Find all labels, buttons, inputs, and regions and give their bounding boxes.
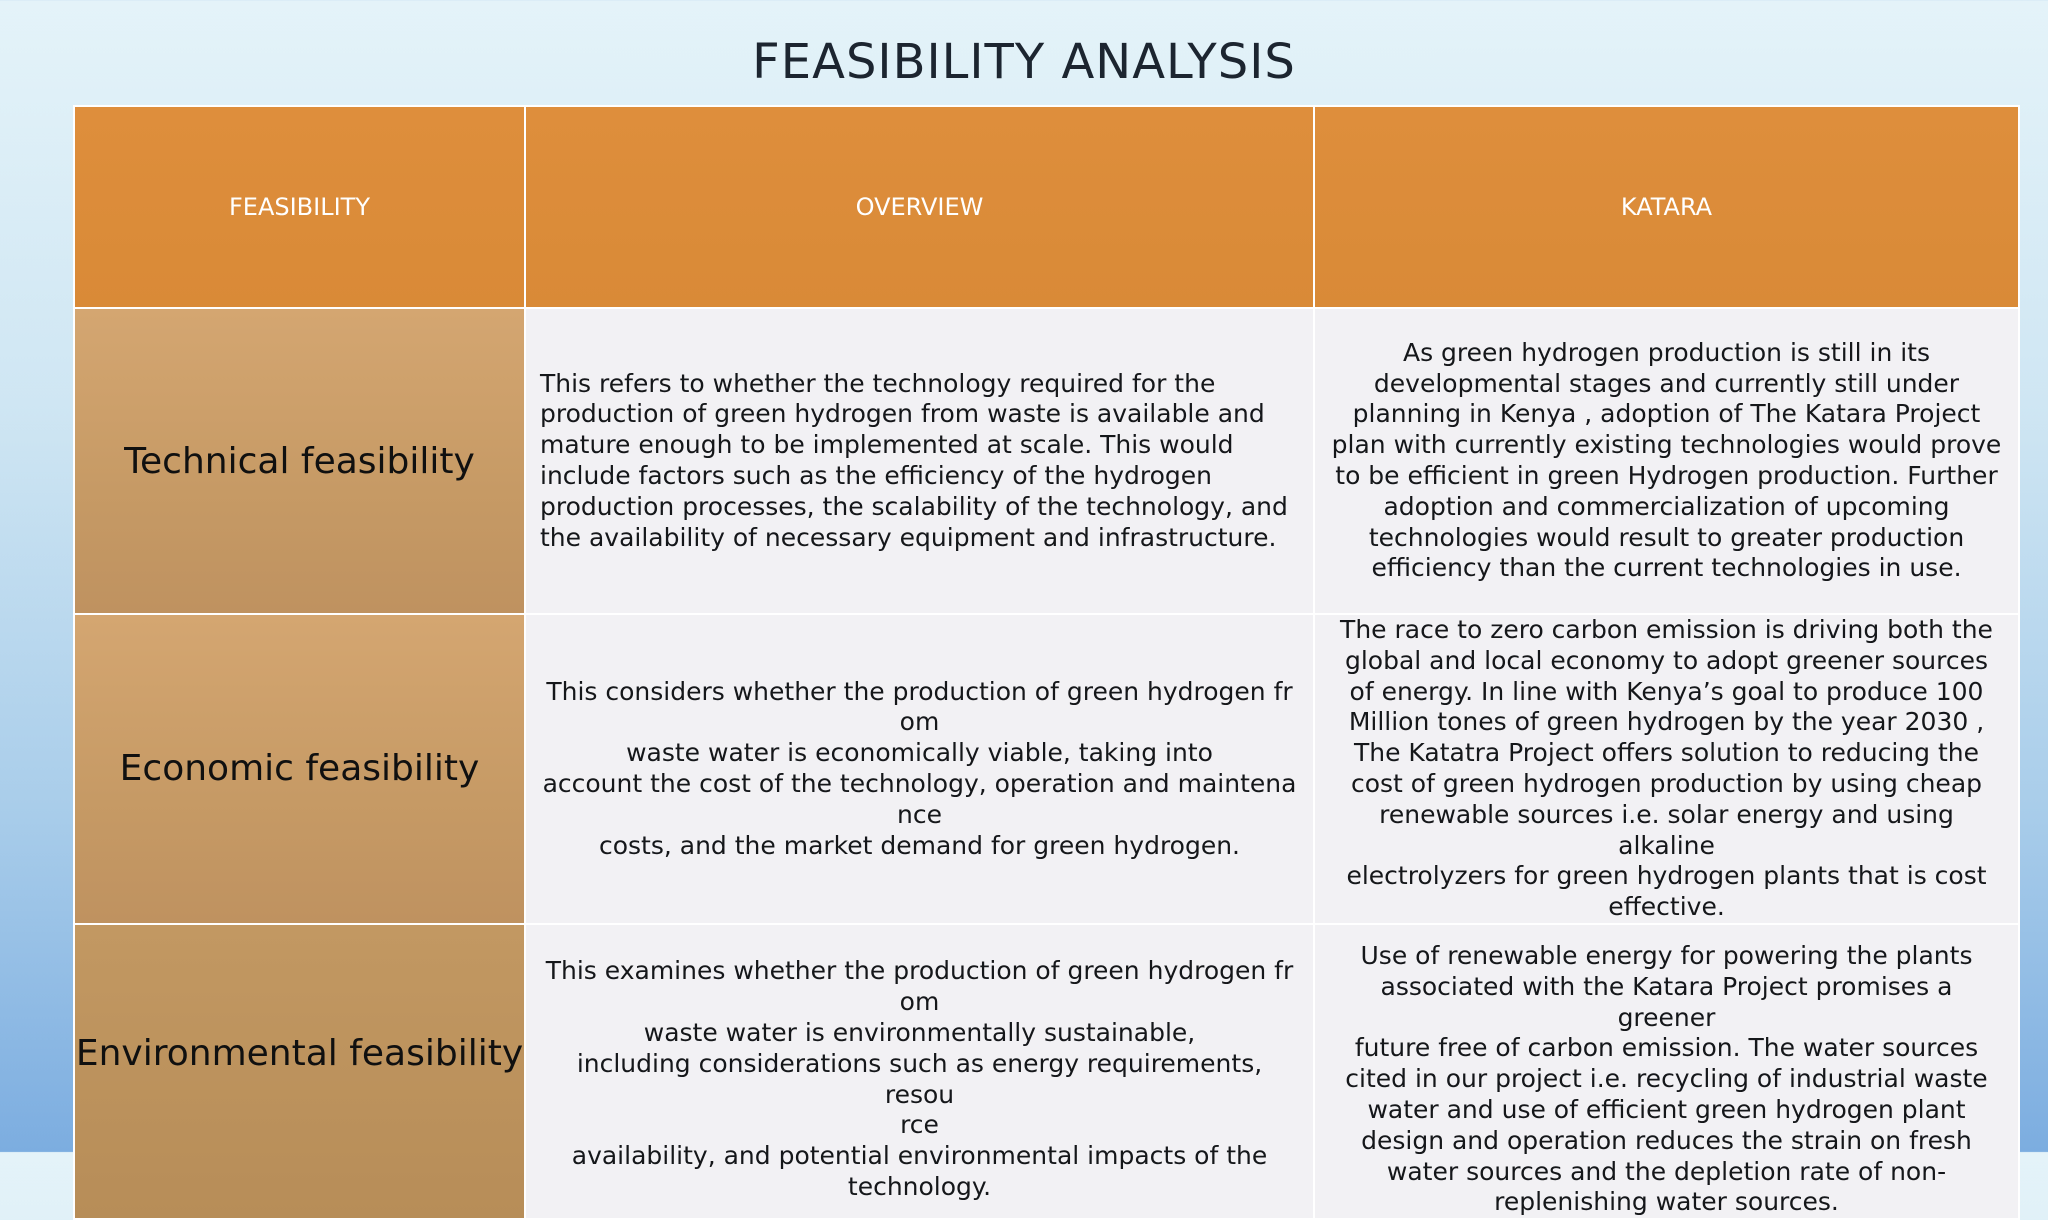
overview-text: This examines whether the production of green hydrogen fr om waste water is environmentally sustainable, including considerations such as energy requirements, resou rce availability, and potential environmental impacts of the technology. — [545, 956, 1294, 1201]
row-label-environmental — [74, 924, 525, 1219]
overview-text: This refers to whether the technology required for the production of green hydrogen from waste is available and mature enough to be implemented at scale. This would include factors such as the efficiency of the hydrogen production processes, the scalability of the technology, and the availability of necessary equipment and infrastructure. — [540, 368, 1288, 552]
table-header-row — [74, 106, 2019, 308]
feasibility-table — [73, 105, 2020, 1220]
katara-text: As green hydrogen production is still in its developmental stages and currently still under planning in Kenya , adoption of The Katara Project plan with currently existing technologies would prove to be efficient in green Hydrogen production. Further adoption and commercialization of upcoming technologies would result to greater production efficiency than the current technologies in use. — [1331, 337, 2002, 583]
katara-cell-technical — [1314, 308, 2019, 614]
overview-cell-environmental — [525, 924, 1314, 1219]
katara-text: Use of renewable energy for powering the plants associated with the Katara Project promises a greener future free of carbon emission. The water sources cited in our project i.e. recycling of industrial waste water and use of efficient green hydrogen plant design and operation reduces the strain on fresh water sources and the depletion rate of non- replenishing water sources. — [1345, 940, 1988, 1217]
katara-text: The race to zero carbon emission is driving both the global and local economy to adopt greener sources of energy. In line with Kenya’s goal to produce 100 Million tones of green hydrogen by the year 2030 , The Katatra Project offers solution to reducing the cost of green hydrogen production by using cheap renewable sources i.e. solar energy and using alkaline electrolyzers for green hydrogen plants that is cost effective. — [1340, 615, 1993, 922]
header-overview: OVERVIEW — [525, 106, 1314, 308]
katara-cell-environmental — [1314, 924, 2019, 1219]
overview-text: This considers whether the production of green hydrogen fr om waste water is economically viable, taking into account the cost of the technology, operation and maintena nce costs, and the market demand for green hydrogen. — [542, 676, 1297, 860]
row-label-text: Technical feasibility — [124, 440, 475, 482]
overview-cell-technical — [525, 308, 1314, 614]
table-row-environmental — [74, 924, 2019, 1219]
header-feasibility: FEASIBILITY — [74, 106, 525, 308]
katara-cell-economic — [1314, 614, 2019, 924]
header-katara: KATARA — [1314, 106, 2019, 308]
row-label-text: Economic feasibility — [119, 748, 480, 790]
table-row-economic — [74, 614, 2019, 924]
row-label-text: Environmental feasibility — [75, 1032, 524, 1074]
row-label-technical — [74, 308, 525, 614]
overview-cell-economic — [525, 614, 1314, 924]
row-label-economic — [74, 614, 525, 924]
table-row-technical — [74, 308, 2019, 614]
slide-title: FEASIBILITY ANALYSIS — [752, 34, 1296, 90]
